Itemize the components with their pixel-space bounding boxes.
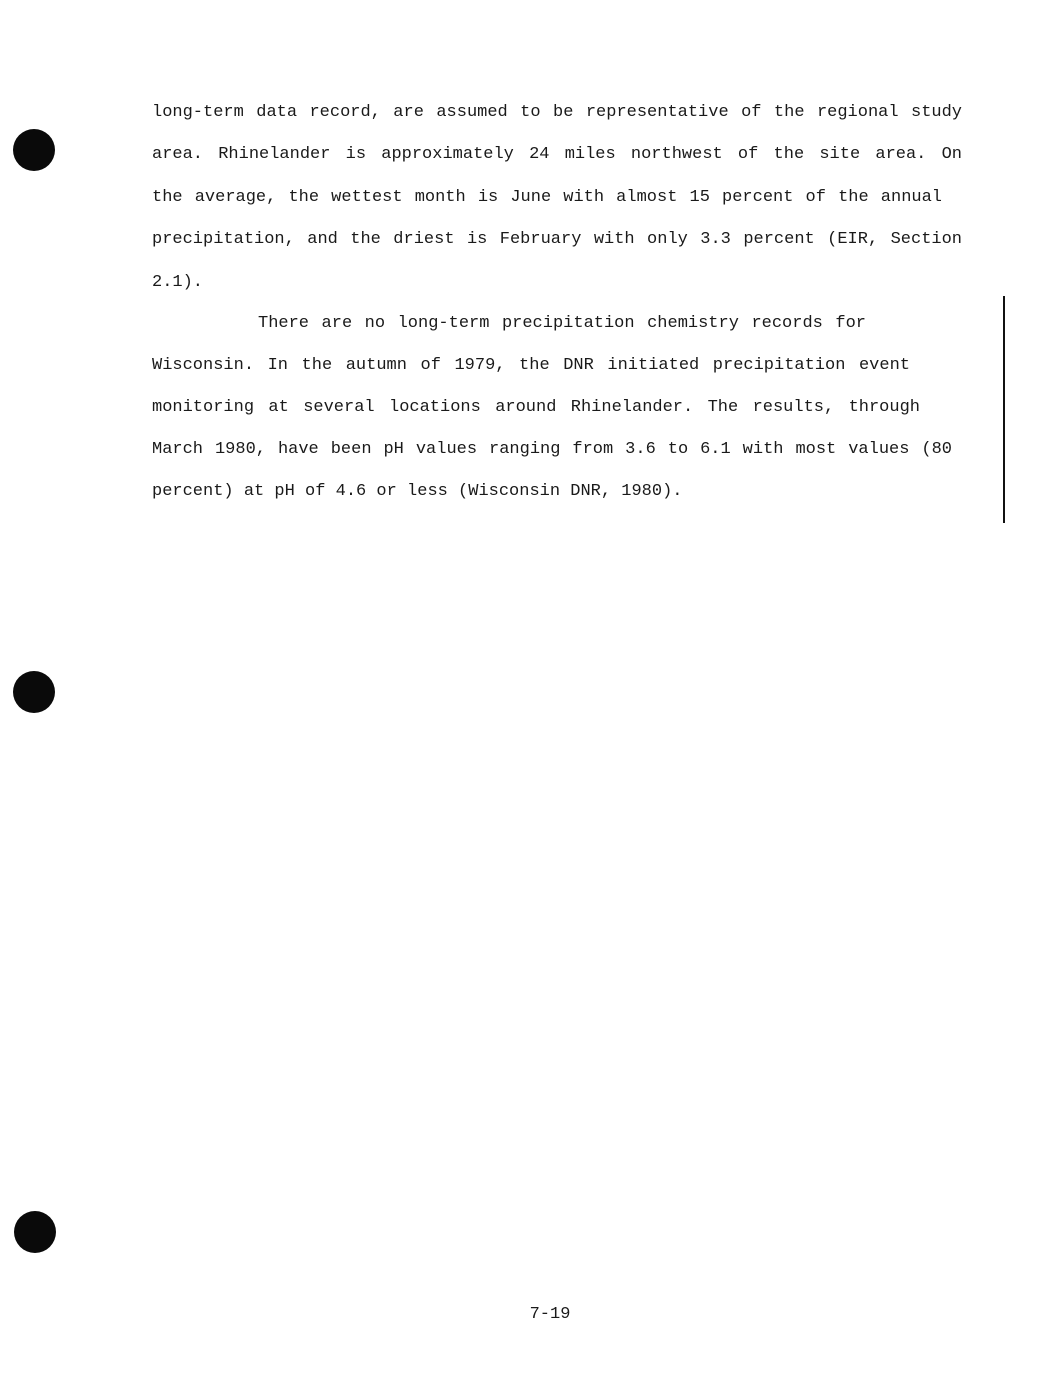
punch-hole-top xyxy=(13,129,55,171)
punch-hole-middle xyxy=(13,671,55,713)
punch-hole-bottom xyxy=(14,1211,56,1253)
paragraph-line: 2.1). xyxy=(152,273,204,292)
paragraph-line: area. Rhinelander is approximately 24 miles northwest of the site area. On xyxy=(152,145,962,164)
paragraph-line: long-term data record, are assumed to be representative of the regional study xyxy=(152,103,962,122)
paragraph-line: March 1980, have been pH values ranging from 3.6 to 6.1 with most values (80 xyxy=(152,440,952,459)
paragraph-line: monitoring at several locations around Rhinelander. The results, through xyxy=(152,398,920,417)
paragraph-line: There are no long-term precipitation chemistry records for xyxy=(258,314,866,333)
paragraph-line: precipitation, and the driest is February with only 3.3 percent (EIR, Section xyxy=(152,230,962,249)
paragraph-line: percent) at pH of 4.6 or less (Wisconsin DNR, 1980). xyxy=(152,482,683,501)
paragraph-line: Wisconsin. In the autumn of 1979, the DNR initiated precipitation event xyxy=(152,356,910,375)
page-number: 7-19 xyxy=(529,1305,571,1324)
revision-change-bar xyxy=(1003,296,1005,523)
paragraph-line: the average, the wettest month is June with almost 15 percent of the annual xyxy=(152,188,942,207)
